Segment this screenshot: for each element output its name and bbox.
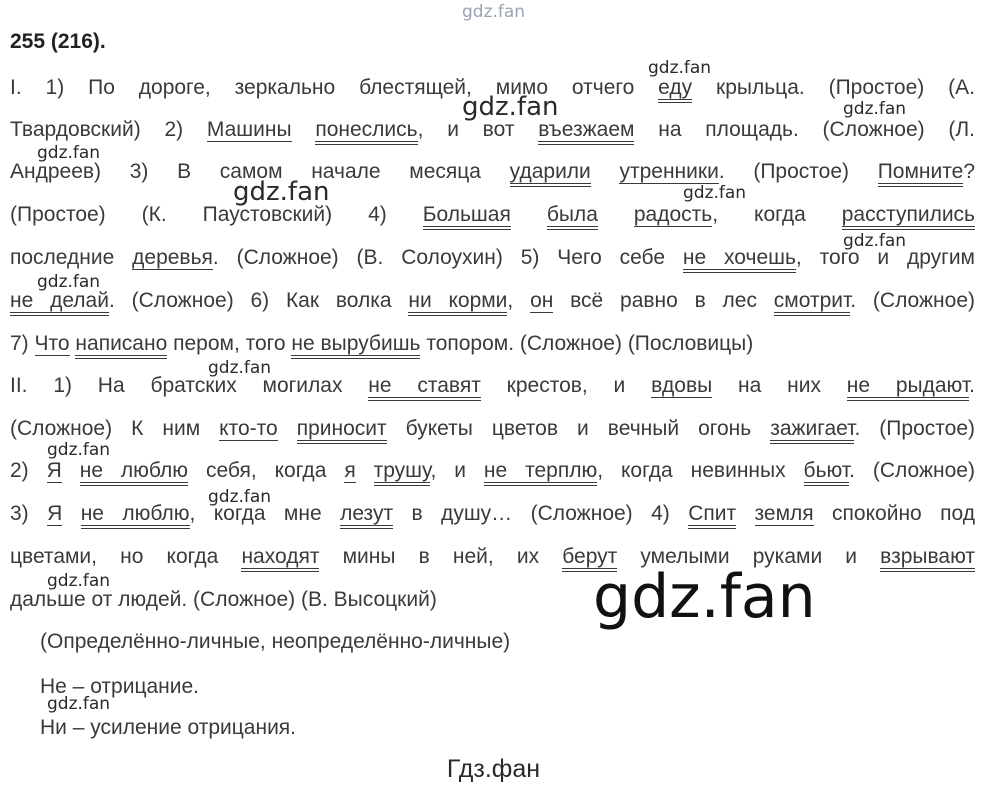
predicate-underlined: бьют xyxy=(804,459,850,486)
text-line xyxy=(10,200,975,230)
text-run: крестов, и xyxy=(480,374,652,397)
watermark: gdz.fan xyxy=(37,272,101,292)
text-run: букеты цветов и вечный огонь xyxy=(386,417,771,440)
predicate-underlined: въезжаем xyxy=(538,118,634,145)
text-run xyxy=(736,502,754,525)
text-line xyxy=(10,329,753,359)
text-run xyxy=(356,459,374,482)
text-run: 7) xyxy=(10,332,35,355)
watermark: gdz.fan xyxy=(47,571,111,591)
text-run: умелыми руками и xyxy=(617,545,881,568)
text-run: Твардовский) 2) xyxy=(10,118,207,141)
predicate-underlined: еду xyxy=(658,76,692,103)
text-run: цветами, но когда xyxy=(10,545,242,568)
predicate-underlined: находят xyxy=(241,545,319,572)
predicate-underlined: не хочешь xyxy=(683,246,796,273)
predicate-underlined: была xyxy=(547,203,598,230)
text-run: , когда xyxy=(712,203,842,226)
text-line xyxy=(10,499,975,529)
watermark-large: gdz.fan xyxy=(593,562,816,632)
predicate-underlined: не вырубишь xyxy=(291,332,420,359)
text-run xyxy=(292,118,316,141)
text-run: I. 1) По дороге, зеркально блестящей, мимо отчего xyxy=(10,76,659,99)
watermark: gdz.fan xyxy=(37,143,101,163)
watermark: gdz.fan xyxy=(843,231,907,251)
text-run xyxy=(591,160,620,183)
text-run: в душу… (Сложное) 4) xyxy=(393,502,689,525)
text-run: , и вот xyxy=(417,118,539,141)
text-run: II. 1) На братских могилах xyxy=(10,374,369,397)
subject-underlined: Я xyxy=(46,459,62,482)
text-run: на площадь. (Сложное) (Л. xyxy=(634,118,976,141)
text-run: последние xyxy=(10,246,133,269)
text-line xyxy=(10,243,975,273)
text-run: себя, когда xyxy=(188,459,345,482)
text-run: . (Сложное) xyxy=(850,289,975,312)
subject-underlined: вдовы xyxy=(651,374,713,397)
text-run: . (Простое) xyxy=(854,417,975,440)
watermark: gdz.fan xyxy=(843,99,907,119)
subject-underlined: Что xyxy=(34,332,70,355)
predicate-underlined: зажигает xyxy=(770,417,854,444)
text-run: , и xyxy=(430,459,484,482)
text-run xyxy=(598,203,634,226)
predicate-underlined: ни корми xyxy=(408,289,507,316)
text-run: , того и другим xyxy=(795,246,975,269)
subject-underlined: я xyxy=(344,459,356,482)
text-run: . (Сложное) (В. Солоухин) 5) Чего себе xyxy=(212,246,683,269)
predicate-underlined: не терплю xyxy=(484,459,597,486)
text-run: , когда мне xyxy=(189,502,341,525)
text-run: всё равно в лес xyxy=(553,289,774,312)
watermark: gdz.fan xyxy=(208,487,272,507)
predicate-underlined: трушу xyxy=(374,459,431,486)
predicate-underlined: Спит xyxy=(688,502,736,529)
predicate-underlined: лезут xyxy=(340,502,393,529)
predicate-underlined: понеслись xyxy=(315,118,417,145)
predicate-underlined: Помните xyxy=(878,160,964,187)
subject-underlined: Машины xyxy=(206,118,292,141)
text-run: 3) xyxy=(10,502,48,525)
predicate-underlined: Большая xyxy=(423,203,511,230)
text-line xyxy=(10,456,975,486)
predicate-underlined: взрывают xyxy=(880,545,975,572)
subject-underlined: Я xyxy=(47,502,63,525)
predicate-underlined: берут xyxy=(562,545,617,572)
text-run xyxy=(278,417,297,440)
text-run: ? xyxy=(963,160,975,183)
subject-underlined: деревья xyxy=(132,246,213,269)
text-run: мины в ней, их xyxy=(319,545,563,568)
predicate-underlined: ударили xyxy=(510,160,591,187)
text-run xyxy=(511,203,547,226)
text-run: , xyxy=(507,289,531,312)
watermark: gdz.fan xyxy=(462,92,559,122)
text-run: (Простое) (К. Паустовский) 4) xyxy=(10,203,423,226)
predicate-underlined: смотрит xyxy=(774,289,850,316)
subject-underlined: кто-то xyxy=(219,417,278,440)
subject-underlined: радость xyxy=(633,203,713,226)
text-line xyxy=(10,371,975,401)
watermark: gdz.fan xyxy=(208,358,272,378)
rule-ne: Не – отрицание. xyxy=(40,675,199,698)
text-run: . (Сложное) 6) Как волка xyxy=(108,289,409,312)
watermark: gdz.fan xyxy=(233,177,330,207)
predicate-underlined: написано xyxy=(75,332,167,359)
watermark: gdz.fan xyxy=(648,58,712,78)
predicate-underlined: не рыдают xyxy=(847,374,969,401)
text-line xyxy=(10,414,975,444)
text-run: на них xyxy=(712,374,847,397)
rule-ni: Ни – усиление отрицания. xyxy=(40,716,296,739)
predicate-underlined: приносит xyxy=(297,417,387,444)
watermark: gdz.fan xyxy=(683,183,747,203)
text-run: Андреев) 3) В самом начале месяца xyxy=(10,160,510,183)
predicate-underlined: не делай xyxy=(10,289,109,316)
text-run: спокойно под xyxy=(813,502,975,525)
text-run xyxy=(62,502,80,525)
predicate-underlined: не люблю xyxy=(81,502,190,529)
text-run xyxy=(62,459,80,482)
text-run: пером, того xyxy=(167,332,292,355)
text-run: (Сложное) К ним xyxy=(10,417,220,440)
text-run: . xyxy=(969,374,975,397)
text-run: . (Простое) xyxy=(718,160,878,183)
text-run: дальше от людей. (Сложное) (В. Высоцкий) xyxy=(10,588,437,611)
predicate-underlined: расступились xyxy=(842,203,975,230)
note-line: (Определённо-личные, неопределённо-личные) xyxy=(40,630,511,653)
text-run: топором. (Сложное) (Пословицы) xyxy=(420,332,754,355)
text-run: крыльца. (Простое) (А. xyxy=(692,76,975,99)
text-line xyxy=(10,286,975,316)
text-line xyxy=(10,157,975,187)
predicate-underlined: не ставят xyxy=(368,374,481,401)
footer-caption: Гдз.фан xyxy=(446,755,541,783)
watermark-top: gdz.fan xyxy=(462,2,526,22)
subject-underlined: утренники xyxy=(619,160,719,183)
exercise-number: 255 (216). xyxy=(10,30,106,53)
subject-underlined: он xyxy=(530,289,554,312)
predicate-underlined: не люблю xyxy=(80,459,188,486)
watermark: gdz.fan xyxy=(47,694,111,714)
text-run: . (Сложное) xyxy=(849,459,975,482)
text-run: , когда невинных xyxy=(597,459,804,482)
watermark: gdz.fan xyxy=(47,440,111,460)
subject-underlined: земля xyxy=(754,502,814,525)
text-run: 2) xyxy=(10,459,47,482)
text-line xyxy=(10,542,975,572)
